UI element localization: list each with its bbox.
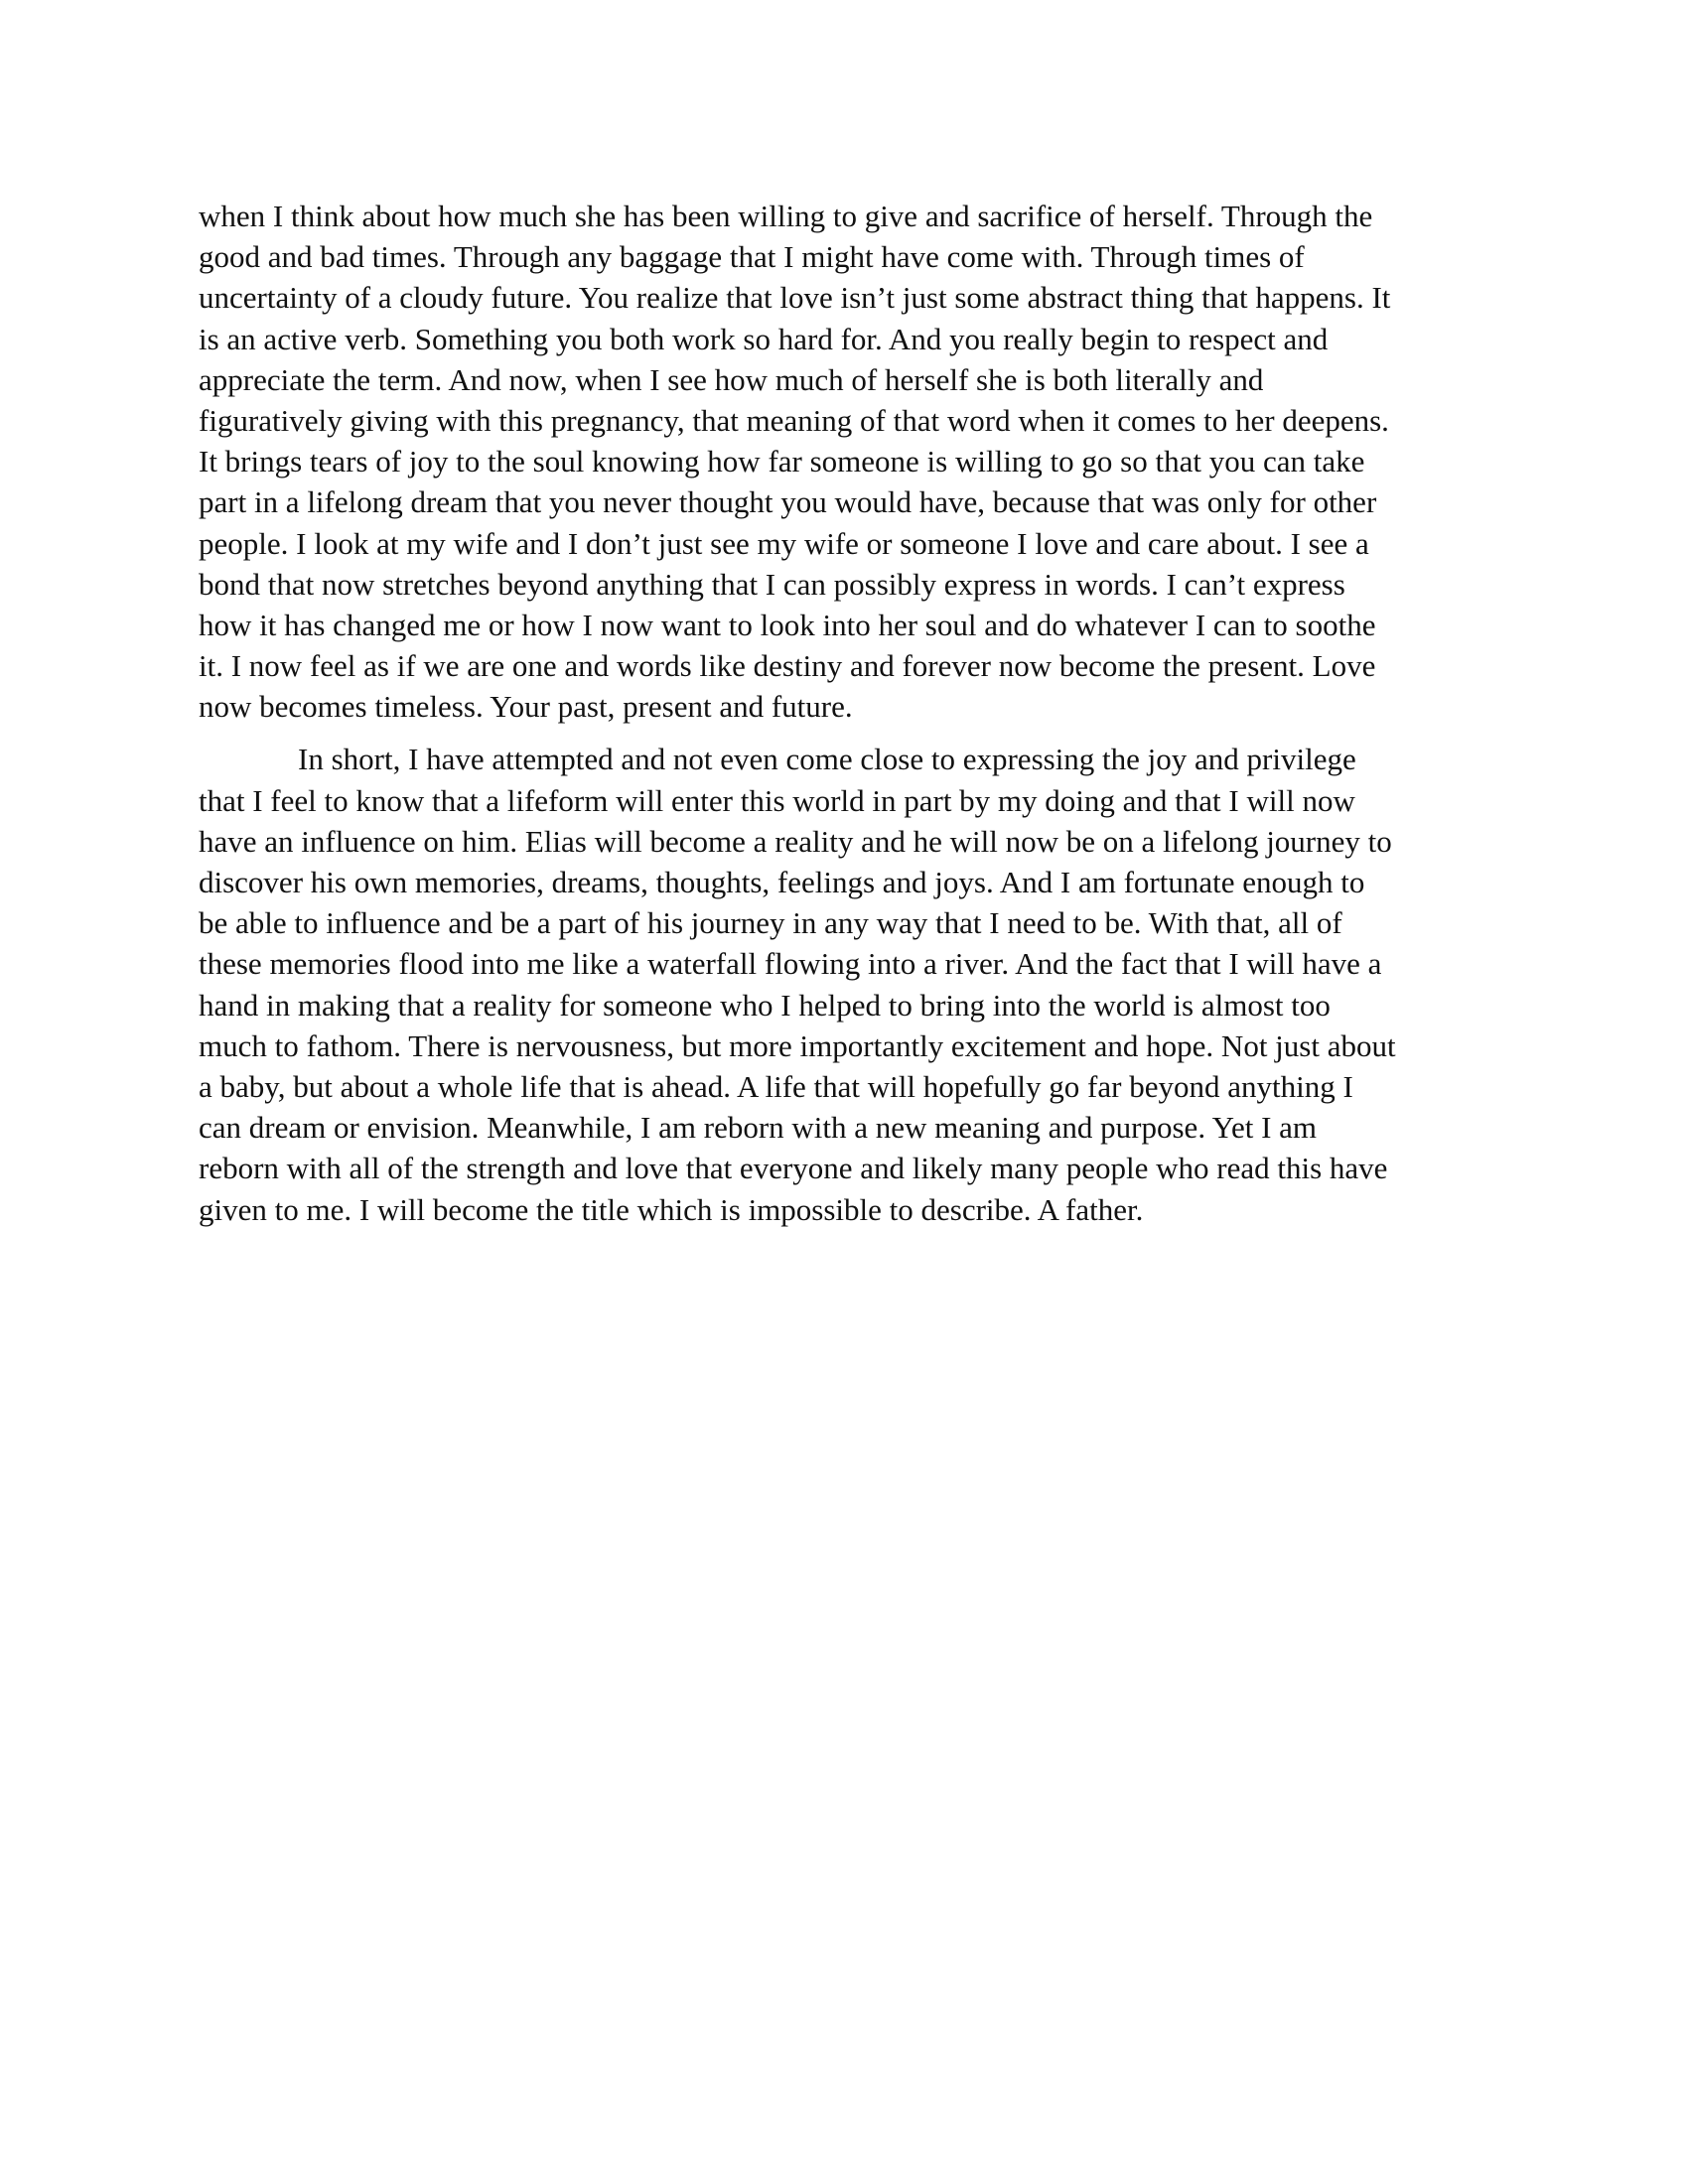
text-line: appreciate the term. And now, when I see how much of herself she is both literally and: [199, 361, 1264, 397]
text-line: discover his own memories, dreams, thoughts, feelings and joys. And I am fortunate enough to: [199, 865, 1365, 899]
paragraph-1: [199, 196, 1499, 727]
text-line: given to me. I will become the title which is impossible to describe. A father.: [199, 1191, 1144, 1227]
text-line: reborn with all of the strength and love that everyone and likely many people who read this have: [199, 1151, 1388, 1186]
text-line: be able to influence and be a part of his journey in any way that I need to be. With that, all of: [199, 905, 1342, 941]
text-line: uncertainty of a cloudy future. You realize that love isn’t just some abstract thing that happens. It: [199, 280, 1391, 316]
text-line: figuratively giving with this pregnancy, that meaning of that word when it comes to her deepens.: [199, 402, 1389, 438]
text-line: bond that now stretches beyond anything that I can possibly express in words. I can’t express: [199, 566, 1345, 602]
document-body: [199, 196, 1499, 1230]
paragraph-2: [199, 739, 1499, 1229]
text-line: is an active verb. Something you both work so hard for. And you really begin to respect and: [199, 321, 1329, 356]
text-line: It brings tears of joy to the soul knowing how far someone is willing to go so that you can take: [199, 444, 1365, 479]
text-line: good and bad times. Through any baggage that I might have come with. Through times of: [199, 239, 1305, 275]
text-line: now becomes timeless. Your past, present and future.: [199, 689, 853, 725]
text-line: these memories flood into me like a waterfall flowing into a river. And the fact that I will have a: [199, 946, 1382, 982]
text-line: people. I look at my wife and I don’t just see my wife or someone I love and care about. I see a: [199, 525, 1369, 561]
text-line: have an influence on him. Elias will become a reality and he will now be on a lifelong journey to: [199, 823, 1392, 859]
text-line: hand in making that a reality for someone who I helped to bring into the world is almost too: [199, 987, 1331, 1023]
text-line: when I think about how much she has been willing to give and sacrifice of herself. Through the: [199, 199, 1373, 233]
text-line: it. I now feel as if we are one and words like destiny and forever now become the present. Love: [199, 648, 1376, 684]
text-line: can dream or envision. Meanwhile, I am reborn with a new meaning and purpose. Yet I am: [199, 1110, 1318, 1146]
text-line-indented: In short, I have attempted and not even come close to expressing the joy and privilege: [298, 742, 1356, 777]
text-line: that I feel to know that a lifeform will enter this world in part by my doing and that I will now: [199, 782, 1355, 818]
text-line: part in a lifelong dream that you never thought you would have, because that was only for other: [199, 484, 1377, 520]
text-line: much to fathom. There is nervousness, but more importantly excitement and hope. Not just about: [199, 1027, 1396, 1063]
text-line: how it has changed me or how I now want to look into her soul and do whatever I can to soothe: [199, 607, 1376, 642]
text-line: a baby, but about a whole life that is ahead. A life that will hopefully go far beyond anything I: [199, 1068, 1353, 1104]
